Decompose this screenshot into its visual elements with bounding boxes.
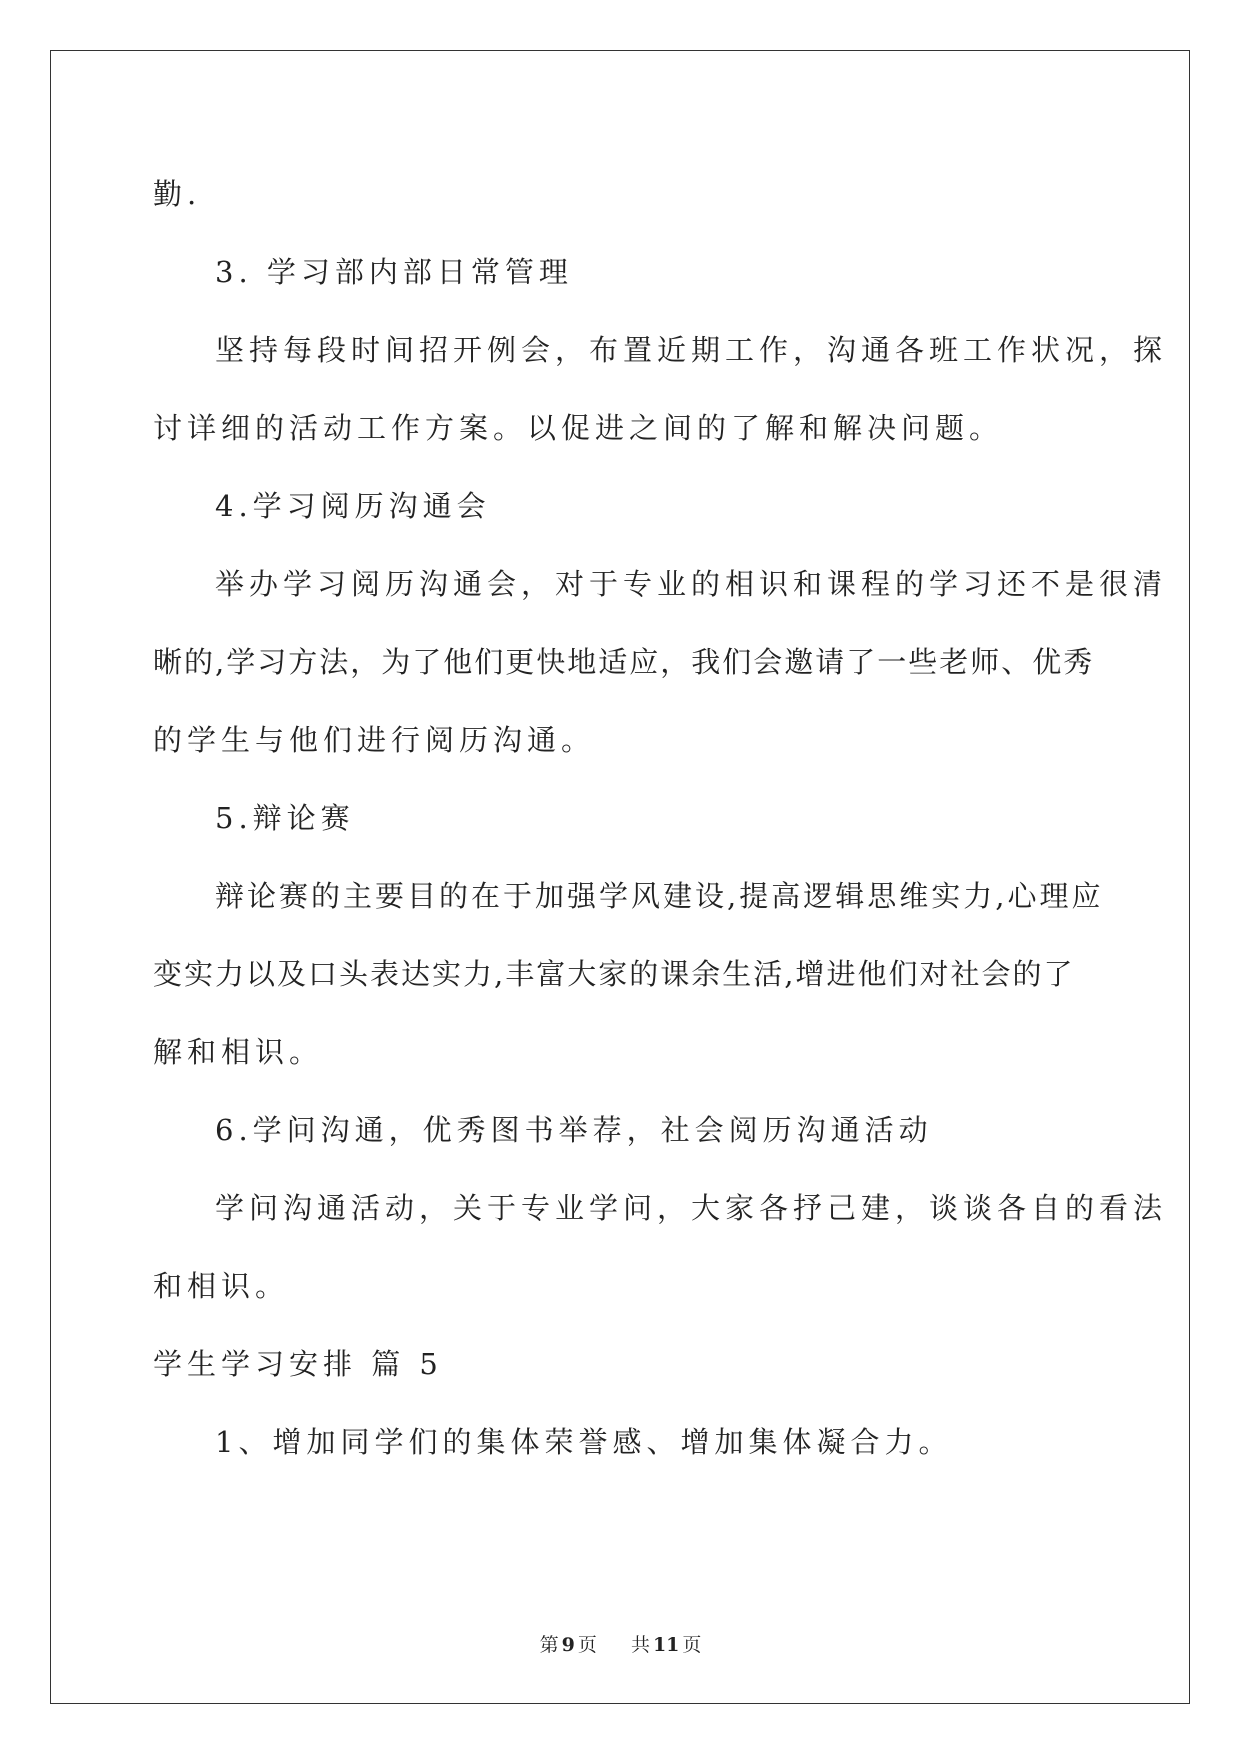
section-heading: 3. 学习部内部日常管理 (215, 255, 573, 289)
text-line: 学问沟通活动，关于专业学问，大家各抒己建，谈谈各自的看法 (215, 1191, 1168, 1225)
text-line: 辩论赛的主要目的在于加强学风建设,提高逻辑思维实力,心理应 (215, 879, 1104, 913)
section-heading: 6.学问沟通，优秀图书举荐，社会阅历沟通活动 (215, 1113, 933, 1147)
text-line: 和相识。 (153, 1269, 290, 1303)
section-heading: 4.学习阅历沟通会 (215, 489, 491, 523)
text-line: 的学生与他们进行阅历沟通。 (153, 723, 596, 757)
text-line: 1、增加同学们的集体荣誉感、增加集体凝合力。 (215, 1425, 953, 1459)
article-heading: 学生学习安排 篇 5 (153, 1347, 443, 1381)
text-line: 勤. (153, 177, 202, 211)
section-heading: 5.辩论赛 (215, 801, 355, 835)
page-footer (0, 1630, 1241, 1657)
text-line: 坚持每段时间招开例会，布置近期工作，沟通各班工作状况，探 (215, 333, 1168, 367)
total-unit: 页 (682, 1634, 702, 1656)
page-prefix: 第 (539, 1634, 559, 1656)
text-line: 变实力以及口头表达实力,丰富大家的课余生活,增进他们对社会的了 (153, 957, 1075, 991)
text-line: 解和相识。 (153, 1035, 324, 1069)
text-line: 讨详细的活动工作方案。以促进之间的了解和解决问题。 (153, 411, 1004, 445)
text-line: 举办学习阅历沟通会，对于专业的相识和课程的学习还不是很清 (215, 567, 1168, 601)
text-line: 晰的,学习方法，为了他们更快地适应，我们会邀请了一些老师、优秀 (153, 645, 1095, 679)
page-current: 9 (561, 1634, 575, 1656)
page-unit: 页 (577, 1634, 597, 1656)
total-prefix: 共 (630, 1634, 650, 1656)
page-total: 11 (652, 1634, 680, 1656)
